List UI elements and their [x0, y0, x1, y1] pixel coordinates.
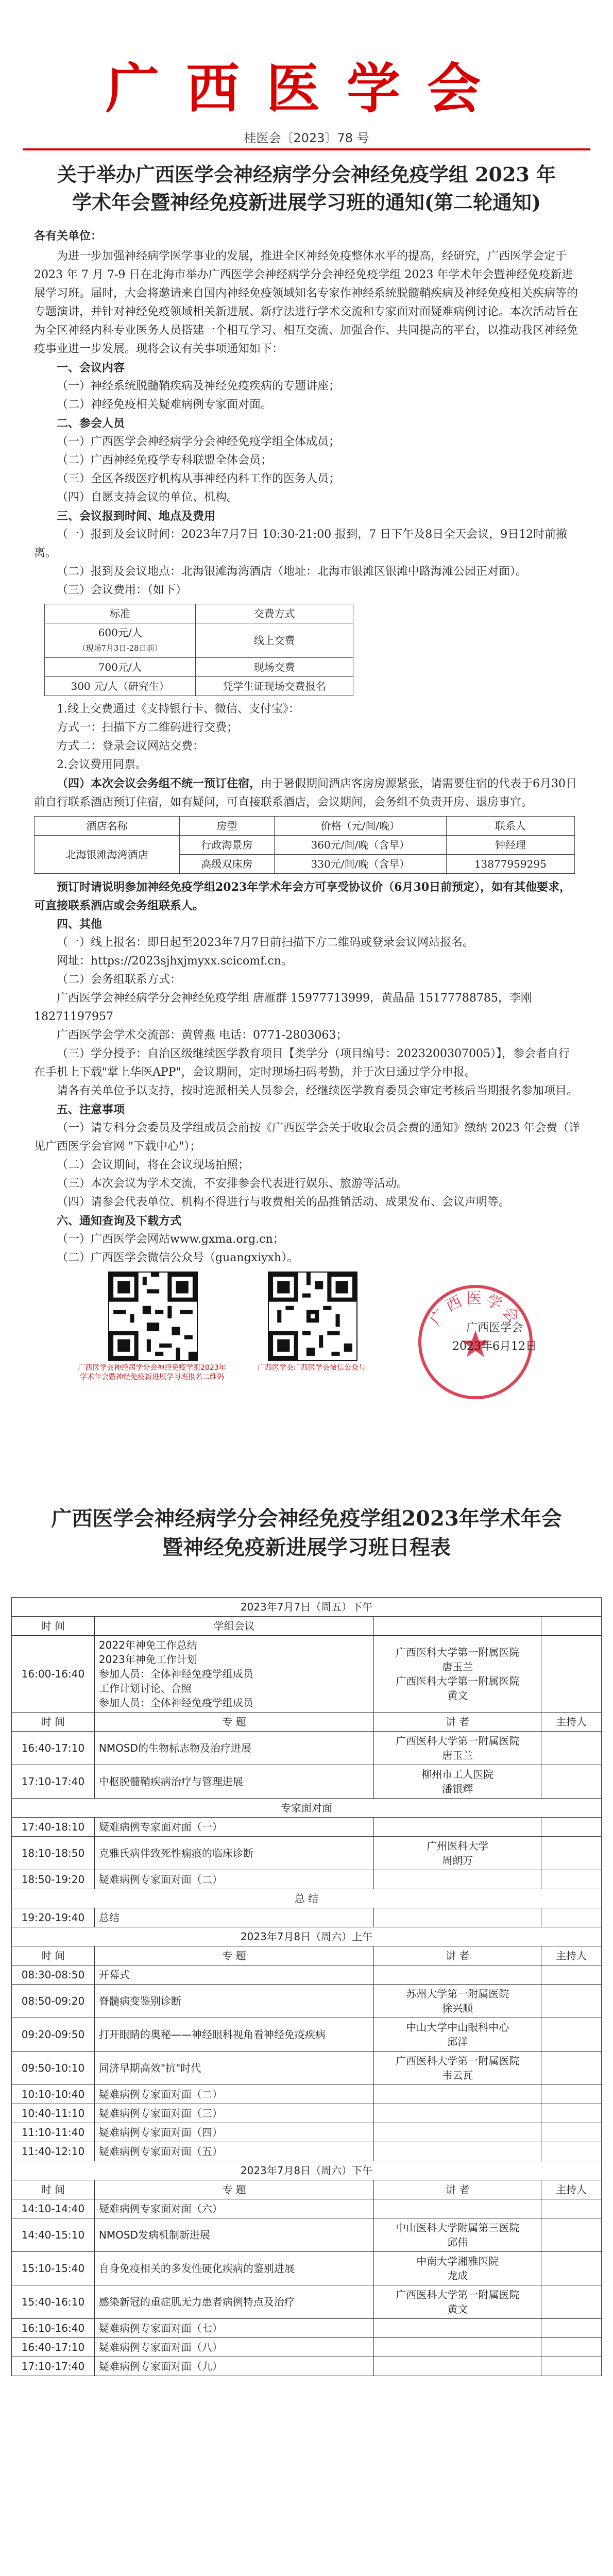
schedule-time: 08:50-09:20: [12, 1985, 95, 2018]
section-4-item: 广西医学会神经病学分会神经免疫学组 唐雁群 15977713999，黄晶晶 15177788785，李刚 18271197957: [34, 992, 532, 1023]
schedule-day-label: 2023年7月7日（周五）下午: [12, 1598, 602, 1617]
notice-title-line1: 关于举办广西医学会神经病学分会神经免疫学组 2023 年: [57, 163, 556, 186]
schedule-row: [12, 2338, 602, 2357]
section-1-items: [34, 377, 580, 414]
schedule-row: [12, 2357, 602, 2376]
intro-paragraph: 为进一步加强神经病学医学事业的发展，推进全区神经免疫整体水平的提高，经研究，广西医学会定于 2023 年 7 月 7-9 日在北海市举办广西医学会神经病学分会神经免疫学组 2023 年学术年会暨神经免疫新进展学习班。届时，大会将邀请来自国内神经免疫领域知名专家作神经系统脱髓鞘疾病及神经免疫相关疾病等的专题演讲，并针对神经免疫领域相关新进展、新疗法进行学术交流和专家面对面疑难病例讨论。本次活动旨在为全区神经内科专业医务人员搭建一个相互学习、相互交流、加强合作、共同提高的平台，以推动我区神经免疫事业进一步发展。现将会议有关事项通知如下：: [34, 250, 578, 355]
schedule-speaker: 广西医科大学第一附属医院 唐玉兰 广西医科大学第一附属医院 黄文: [374, 1636, 541, 1713]
schedule-topic: 疑难病例专家面对面（二）: [94, 2085, 373, 2104]
payment-item: 1.线上交费通过《支持银行卡、微信、支付宝》：: [57, 703, 300, 716]
section-2-item: （一）广西医学会神经病学分会神经免疫学组全体成员；: [57, 435, 340, 448]
schedule-header-chair: 主持人: [541, 2180, 602, 2199]
schedule-day-row: [12, 1598, 602, 1617]
hotel-paragraph: [34, 774, 580, 812]
hotel-header-price: 价格（元/间/晚）: [275, 817, 447, 836]
doc-number: 桂医会〔2023〕78 号: [244, 131, 369, 145]
section-1-title: 一、会议内容: [57, 361, 125, 375]
hotel-name: 北海银滩海湾酒店: [35, 836, 180, 874]
schedule-time: 17:40-18:10: [12, 1818, 95, 1837]
schedule-time: 14:40-15:10: [12, 2218, 95, 2252]
room-type: 行政海景房: [179, 836, 274, 855]
schedule-chair: [541, 1908, 602, 1927]
schedule-header-chair: 主持人: [541, 1946, 602, 1965]
notice-body: [34, 227, 580, 1267]
schedule-chair: [541, 2199, 602, 2218]
hotel-paragraph-text: 由于暑假期间酒店客房房源紧张，请需要住宿的代表于6月30日前自行联系酒店预订住宿，如有疑问，可直接联系酒店，会议期间，会务组不负责开房、退房事宜。: [34, 777, 577, 809]
schedule-section-label: 总 结: [12, 1889, 602, 1908]
wechat-qr-code[interactable]: [268, 1272, 357, 1361]
section-5-item: （一）请专科分会委员及学组成员会前按《广西医学会关于收取会员会费的通知》缴纳 2023 年会费（详见广西医学会官网 "下载中心"）；: [34, 1122, 580, 1153]
schedule-row: [12, 2199, 602, 2218]
schedule-time: 09:20-09:50: [12, 2018, 95, 2052]
room-price: 330元/间/晚（含早）: [275, 855, 447, 874]
schedule-header-topic: 学组会议: [94, 1617, 373, 1636]
schedule-row: [12, 1636, 602, 1713]
section-3-item: （一）报到及会议时间：2023年7月7日 10:30-21:00 报到，7 日下午及8日全天会议，9日12时前撤离。: [34, 528, 568, 560]
schedule-day-label: 2023年7月8日（周六）上午: [12, 1927, 602, 1946]
schedule-row: [12, 1732, 602, 1765]
section-4-title: 四、其他: [57, 918, 103, 931]
schedule-row: [12, 2104, 602, 2123]
fee-header-method: 交费方式: [196, 604, 353, 623]
section-4-items: [34, 934, 580, 1100]
section-2-items: [34, 433, 580, 507]
schedule-chair: [541, 1636, 602, 1713]
schedule-speaker: 苏州大学第一附属医院 徐兴顺: [374, 1985, 541, 2018]
fee-method: 凭学生证现场交费报名: [196, 677, 353, 696]
fee-price: 600元/人: [98, 626, 142, 639]
section-2-item: （三）全区各级医疗机构从事神经内科工作的医务人员；: [57, 472, 340, 485]
fee-row: [45, 623, 353, 658]
schedule-header-speaker: 讲 者: [374, 1946, 541, 1965]
notice-title: [15, 161, 598, 216]
schedule-topic: 开幕式: [94, 1965, 373, 1985]
schedule-header-time: 时 间: [12, 2180, 95, 2199]
fee-standard: [45, 623, 196, 658]
payment-items: [34, 700, 580, 774]
schedule-row: [12, 1870, 602, 1889]
schedule-time: 11:40-12:10: [12, 2142, 95, 2161]
schedule-row: [12, 1985, 602, 2018]
schedule-chair: [541, 2357, 602, 2376]
section-1-item: （一）神经系统脱髓鞘疾病及神经免疫疾病的专题讲座；: [57, 380, 340, 393]
schedule-time: 11:10-11:40: [12, 2123, 95, 2142]
schedule-speaker: 广西医科大学第一附属医院 韦云瓦: [374, 2052, 541, 2085]
section-2-title: 二、参会人员: [57, 417, 125, 430]
schedule-time: 10:40-11:10: [12, 2104, 95, 2123]
schedule-chair: [541, 2252, 602, 2285]
schedule-time: 18:10-18:50: [12, 1837, 95, 1870]
fee-price: 700元/人: [98, 661, 142, 673]
section-4-item: 广西医学会学术交流部：黄曾燕 电话：0771-2803063；: [57, 1029, 348, 1042]
hotel-header-contact: 联系人: [446, 817, 574, 836]
schedule-chair: [541, 2218, 602, 2252]
schedule-section-row: [12, 1889, 602, 1908]
schedule-header-chair: [541, 1617, 602, 1636]
schedule-row: [12, 2052, 602, 2085]
section-4-item: 请各有关单位予以支持，按时选派相关人员参会，经继续医学教育委员会审定考核后当期报名参加项目。: [57, 1084, 578, 1097]
schedule-day-label: 2023年7月8日（周六）下午: [12, 2161, 602, 2180]
schedule-chair: [541, 2018, 602, 2052]
org-title: 广西医学会: [105, 57, 507, 120]
greeting: 各有关单位：: [34, 229, 103, 243]
schedule-section-row: [12, 1799, 602, 1818]
schedule-topic: 自身免疫相关的多发性硬化疾病的鉴别进展: [94, 2252, 373, 2285]
signer-name: 广西医学会: [466, 1321, 523, 1334]
reservation-note: 预订时请说明参加神经免疫学组2023年学术年会方可享受协议价（6月30日前预定），如有其他要求，可直接联系酒店或会务组联系人。: [34, 880, 571, 912]
schedule-title-line1: 广西医学会神经病学分会神经免疫学组2023年学术年会: [51, 1506, 562, 1531]
schedule-time: 10:10-10:40: [12, 2085, 95, 2104]
schedule-row: [12, 1837, 602, 1870]
schedule-topic: 疑难病例专家面对面（二）: [94, 1870, 373, 1889]
section-3-item: （三）会议费用：（如下）: [57, 584, 188, 597]
schedule-chair: [541, 1837, 602, 1870]
fee-price: 300 元/人（研究生）: [71, 680, 169, 692]
schedule-header-row: [12, 1946, 602, 1965]
section-2-item: （四）自愿支持会议的单位、机构。: [57, 491, 239, 504]
schedule-time: 09:50-10:10: [12, 2052, 95, 2085]
schedule-chair: [541, 2319, 602, 2338]
schedule-speaker: [374, 2123, 541, 2142]
wechat-qr-caption: 广西医学会广西医学会微信公众号: [258, 1364, 366, 1372]
schedule-chair: [541, 2052, 602, 2085]
schedule-header-topic: 专 题: [94, 2180, 373, 2199]
schedule-topic: 疑难病例专家面对面（八）: [94, 2338, 373, 2357]
schedule-time: 15:10-15:40: [12, 2252, 95, 2285]
schedule-header-row: [12, 2180, 602, 2199]
schedule-topic: 克雅氏病伴致死性痫痕的临床诊断: [94, 1837, 373, 1870]
schedule-chair: [541, 2285, 602, 2319]
fee-note: （现场7月3日-28日前）: [78, 643, 162, 653]
schedule-row: [12, 1965, 602, 1985]
schedule-topic: 总结: [94, 1908, 373, 1927]
schedule-topic: 疑难病例专家面对面（一）: [94, 1818, 373, 1837]
section-5-items: [34, 1119, 580, 1212]
section-6-item: （一）广西医学会网站www.gxma.org.cn；: [57, 1233, 284, 1246]
schedule-day-row: [12, 2161, 602, 2180]
section-4-item: 网址：https://2023sjhxjmyxx.scicomf.cn。: [57, 955, 293, 968]
schedule-day-row: [12, 1927, 602, 1946]
seal-text: 广西医学会: [426, 1290, 525, 1329]
hotel-table: [34, 816, 575, 874]
schedule-topic: 感染新冠的重症肌无力患者病例特点及治疗: [94, 2285, 373, 2319]
schedule-topic: 疑难病例专家面对面（九）: [94, 2357, 373, 2376]
schedule-time: 19:20-19:40: [12, 1908, 95, 1927]
schedule-chair: [541, 2123, 602, 2142]
schedule-time: 16:10-16:40: [12, 2319, 95, 2338]
schedule-speaker: [374, 1818, 541, 1837]
section-6-title: 六、通知查询及下载方式: [57, 1214, 182, 1228]
schedule-chair: [541, 1985, 602, 2018]
signer-block: [402, 1319, 587, 1356]
fee-method: 线上交费: [196, 623, 353, 658]
payment-item: 方式一：扫描下方二维码进行交费；: [57, 721, 239, 734]
schedule-time: 17:10-17:40: [12, 2357, 95, 2376]
schedule-row: [12, 2285, 602, 2319]
section-1-item: （二）神经免疫相关疑难病例专家面对面。: [57, 398, 273, 411]
schedule-speaker: [374, 2085, 541, 2104]
schedule-speaker: [374, 2338, 541, 2357]
schedule-topic: 疑难病例专家面对面（四）: [94, 2123, 373, 2142]
schedule-topic: 疑难病例专家面对面（六）: [94, 2199, 373, 2218]
schedule-time: 08:30-08:50: [12, 1965, 95, 1985]
fee-table: [44, 604, 353, 696]
schedule-speaker: [374, 2142, 541, 2161]
schedule-speaker: 柳州市工人医院 潘银辉: [374, 1765, 541, 1799]
schedule-speaker: 广州医科大学 周朗万: [374, 1837, 541, 1870]
schedule-chair: [541, 2085, 602, 2104]
section-3-title: 三、会议报到时间、地点及费用: [57, 510, 216, 523]
registration-qr-caption: 广西医学会神经病学分会神经免疫学组2023年学术年会暨神经免疫新进展学习班报名二维码: [78, 1364, 226, 1381]
schedule-speaker: [374, 1908, 541, 1927]
schedule-speaker: 广西医科大学第一附属医院 黄文: [374, 2285, 541, 2319]
section-3-item: （二）报到及会议地点：北海银滩海湾酒店（地址：北海市银滩区银滩中路海滩公园正对面）。: [57, 565, 527, 578]
schedule-topic: 中枢脱髓鞘疾病治疗与管理进展: [94, 1765, 373, 1799]
section-6-items: [34, 1230, 580, 1267]
schedule-time: 16:40-17:10: [12, 1732, 95, 1765]
fee-method: 现场交费: [196, 658, 353, 677]
hotel-header-type: 房型: [179, 817, 274, 836]
schedule-speaker: [374, 2357, 541, 2376]
fee-header-standard: 标准: [45, 604, 196, 623]
schedule-table: [11, 1597, 602, 2376]
schedule-time: 14:10-14:40: [12, 2199, 95, 2218]
schedule-title: [15, 1504, 598, 1562]
section-2-item: （二）广西神经免疫学专科联盟全体会员；: [57, 454, 273, 467]
schedule-speaker: 中山医科大学附属第三医院 邱伟: [374, 2218, 541, 2252]
schedule-time: 18:50-19:20: [12, 1870, 95, 1889]
section-5-item: （二）会议期间，将在会议现场拍照；: [57, 1159, 250, 1172]
schedule-header-speaker: [374, 1617, 541, 1636]
section-5-item: （三）本次会议为学术交流，不安排参会代表进行娱乐、旅游等活动。: [57, 1177, 408, 1190]
schedule-chair: [541, 2142, 602, 2161]
payment-item: 方式二：登录会议网站交费：: [57, 740, 205, 753]
schedule-header-time: 时 间: [12, 1617, 95, 1636]
room-type: 高级双床房: [179, 855, 274, 874]
schedule-time: 15:40-16:10: [12, 2285, 95, 2319]
schedule-chair: [541, 1765, 602, 1799]
section-6-item: （二）广西医学会微信公众号（guangxiyxh）。: [57, 1251, 299, 1264]
schedule-topic: 脊髓病变鉴别诊断: [94, 1985, 373, 2018]
schedule-row: [12, 2319, 602, 2338]
schedule-row: [12, 2142, 602, 2161]
hotel-row: [35, 836, 575, 855]
schedule-header-row: [12, 1713, 602, 1732]
payment-item: 2.会议费用同票。: [57, 758, 147, 771]
section-5-title: 五、注意事项: [57, 1103, 125, 1116]
schedule-row: [12, 1765, 602, 1799]
section-4-item: （二）会务组联系方式：: [57, 973, 182, 986]
contact-name: 钟经理: [446, 836, 574, 855]
schedule-topic: 同济早期高效"抗"时代: [94, 2052, 373, 2085]
room-price: 360元/间/晚（含早）: [275, 836, 447, 855]
schedule-row: [12, 1818, 602, 1837]
schedule-title-line2: 暨神经免疫新进展学习班日程表: [162, 1535, 451, 1560]
schedule-speaker: [374, 2104, 541, 2123]
schedule-topic: 疑难病例专家面对面（五）: [94, 2142, 373, 2161]
registration-qr-code[interactable]: [108, 1272, 198, 1361]
fee-standard: [45, 658, 196, 677]
schedule-topic: 疑难病例专家面对面（七）: [94, 2319, 373, 2338]
schedule-topic: 疑难病例专家面对面（三）: [94, 2104, 373, 2123]
section-5-item: （四）请参会代表单位、机构不得进行与收费相关的品推销活动、成果发布、会议声明等。: [57, 1196, 510, 1209]
schedule-topic: NMOSD的生物标志物及治疗进展: [94, 1732, 373, 1765]
schedule-speaker: [374, 2199, 541, 2218]
notice-title-line2: 学术年会暨神经免疫新进展学习班的通知(第二轮通知): [72, 191, 541, 214]
contact-phone: 13877959295: [446, 855, 574, 874]
schedule-topic: 2022年神免工作总结 2023年神免工作计划 参加人员：全体神经免疫学组成员 工作计划讨论、合照 参加人员：全体神经免疫学组成员: [94, 1636, 373, 1713]
schedule-speaker: [374, 2319, 541, 2338]
fee-row: [45, 677, 353, 696]
schedule-chair: [541, 1818, 602, 1837]
schedule-chair: [541, 2338, 602, 2357]
schedule-row: [12, 2218, 602, 2252]
qr-code-row: [72, 1272, 433, 1426]
schedule-topic: 打开眼睛的奥秘——神经眼科视角看神经免疫疾病: [94, 2018, 373, 2052]
fee-standard: [45, 677, 196, 696]
header-divider: [23, 148, 590, 150]
section-4-item: （一）线上报名：即日起至2023年7月7日前扫描下方二维码或登录会议网站报名。: [57, 936, 474, 949]
sign-date: 2023年6月12日: [452, 1340, 537, 1353]
schedule-speaker: 中山大学中山眼科中心 邱洋: [374, 2018, 541, 2052]
schedule-header-time: 时 间: [12, 1946, 95, 1965]
schedule-row: [12, 2252, 602, 2285]
schedule-chair: [541, 1965, 602, 1985]
schedule-topic: NMOSD发病机制新进展: [94, 2218, 373, 2252]
schedule-header-row: [12, 1617, 602, 1636]
schedule-header-time: 时 间: [12, 1713, 95, 1732]
schedule-time: 17:10-17:40: [12, 1765, 95, 1799]
schedule-chair: [541, 1732, 602, 1765]
schedule-row: [12, 2018, 602, 2052]
section-4-item: （三）学分授予：自治区级继续医学教育项目【类学分（项目编号：2023200307005）】，参会者自行在手机上下载"掌上华医APP"，会议期间，定时现场扫码考勤，并于次日通过学分申报。: [34, 1047, 570, 1079]
schedule-speaker: 广西医科大学第一附属医院 唐玉兰: [374, 1732, 541, 1765]
schedule-time: 16:00-16:40: [12, 1636, 95, 1713]
section-3-items: [34, 526, 580, 600]
hotel-paragraph-bold: （四）本次会议会务组不统一预订住宿，: [57, 777, 261, 790]
schedule-row: [12, 2085, 602, 2104]
fee-row: [45, 658, 353, 677]
schedule-row: [12, 1908, 602, 1927]
schedule-chair: [541, 1870, 602, 1889]
schedule-chair: [541, 2104, 602, 2123]
hotel-header-name: 酒店名称: [35, 817, 180, 836]
schedule-section-label: 专家面对面: [12, 1799, 602, 1818]
schedule-header-chair: 主持人: [541, 1713, 602, 1732]
schedule-header-speaker: 讲 者: [374, 2180, 541, 2199]
schedule-header-topic: 专 题: [94, 1713, 373, 1732]
schedule-time: 16:40-17:10: [12, 2338, 95, 2357]
schedule-speaker: 中南大学湘雅医院 龙成: [374, 2252, 541, 2285]
schedule-header-topic: 专 题: [94, 1946, 373, 1965]
schedule-speaker: [374, 1965, 541, 1985]
schedule-speaker: [374, 1870, 541, 1889]
schedule-header-speaker: 讲 者: [374, 1713, 541, 1732]
schedule-row: [12, 2123, 602, 2142]
